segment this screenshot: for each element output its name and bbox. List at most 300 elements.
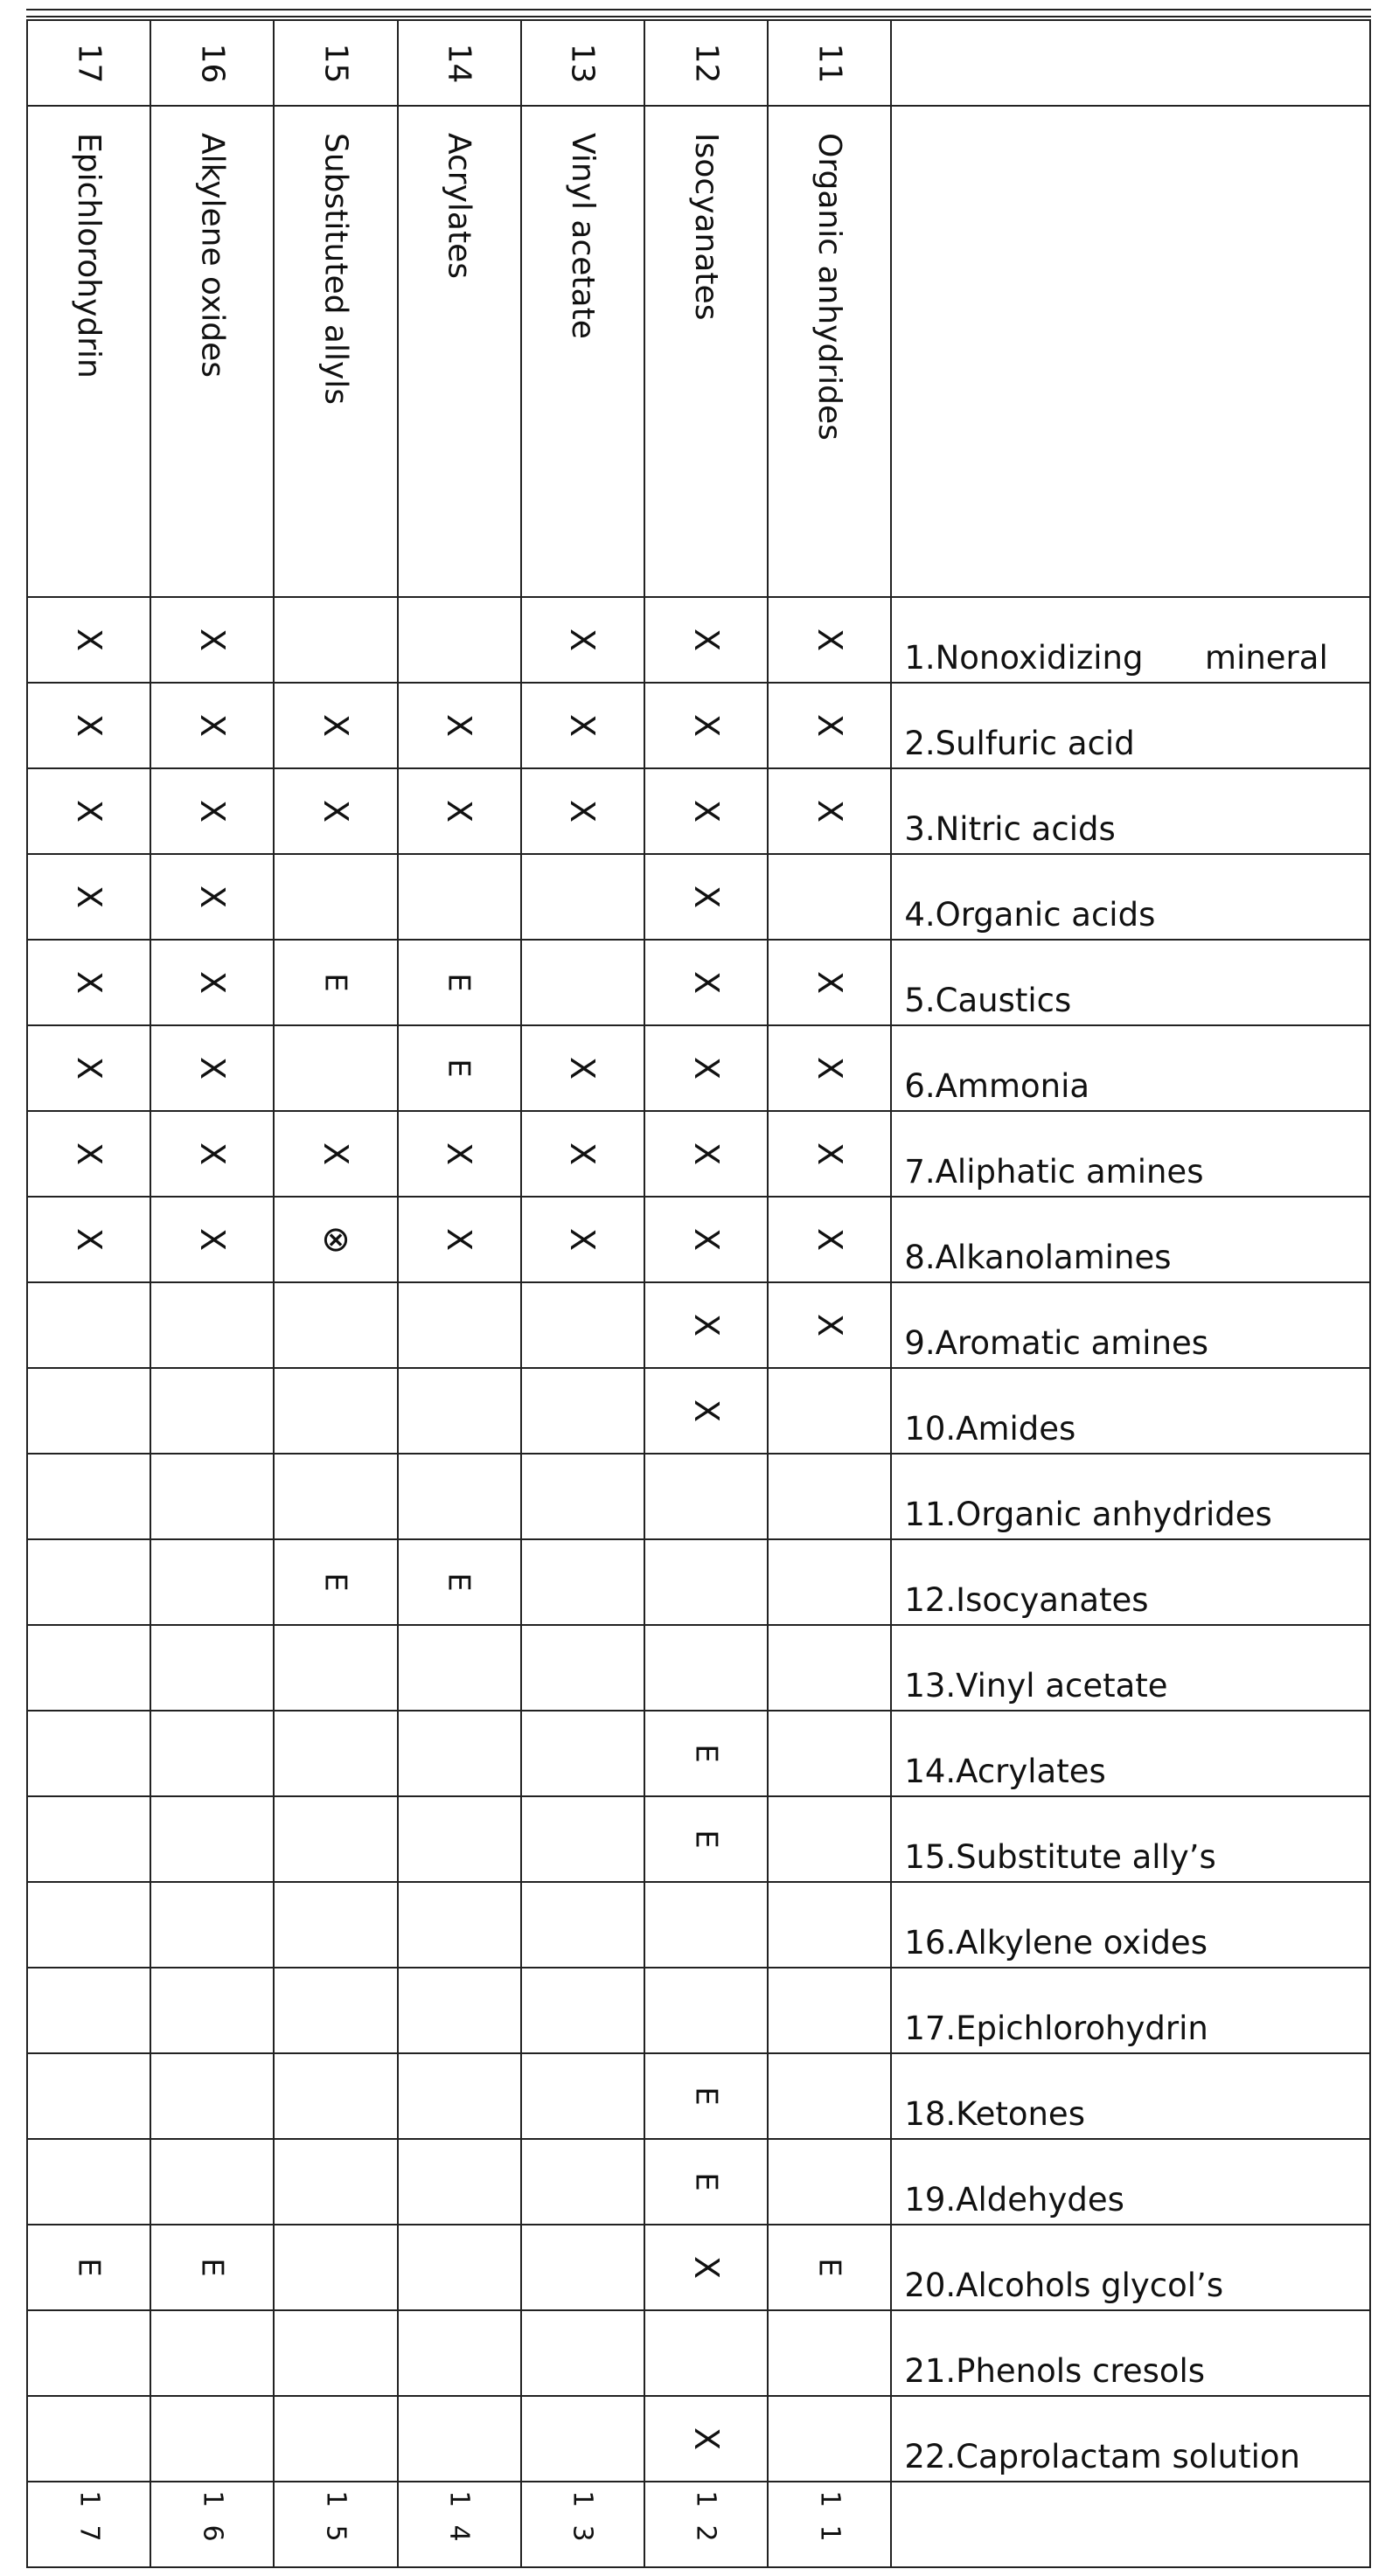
mark-cell xyxy=(768,1711,891,1796)
mark-cell xyxy=(274,1111,397,1197)
table-row xyxy=(27,2396,1370,2482)
mark-cell xyxy=(150,683,274,768)
mark-cell xyxy=(521,940,644,1025)
column-number: 16 xyxy=(194,43,231,83)
mark-cell xyxy=(521,1454,644,1539)
column-name-cell xyxy=(521,106,644,597)
footer-corner-cell xyxy=(891,2482,1370,2567)
circled-x-mark: ⊗ xyxy=(321,1219,351,1260)
exception-mark: E xyxy=(442,1059,477,1078)
column-name: Alkylene oxides xyxy=(194,133,231,378)
row-label-cell xyxy=(891,683,1370,768)
mark-cell xyxy=(150,1625,274,1711)
mark-cell xyxy=(768,1454,891,1539)
mark-cell xyxy=(274,1968,397,2053)
mark-cell xyxy=(644,1882,768,1968)
incompatible-mark: X xyxy=(192,628,232,652)
mark-cell xyxy=(398,1968,521,2053)
mark-cell xyxy=(398,2139,521,2225)
row-label: 6.Ammonia xyxy=(904,1067,1090,1105)
incompatible-mark: X xyxy=(69,970,108,995)
row-label: 22.Caprolactam solution xyxy=(904,2438,1300,2475)
incompatible-mark: X xyxy=(440,1142,479,1166)
table-row xyxy=(27,683,1370,768)
mark-cell xyxy=(274,1282,397,1368)
mark-cell xyxy=(27,1025,150,1111)
incompatible-mark: X xyxy=(563,1227,602,1252)
mark-cell xyxy=(274,2139,397,2225)
mark-cell xyxy=(150,2053,274,2139)
mark-cell xyxy=(27,1282,150,1368)
mark-cell xyxy=(398,2053,521,2139)
mark-cell xyxy=(150,2396,274,2482)
incompatible-mark: X xyxy=(69,1227,108,1252)
mark-cell xyxy=(521,2310,644,2396)
exception-mark: E xyxy=(71,2258,107,2277)
row-label-cell xyxy=(891,1025,1370,1111)
exception-mark: E xyxy=(442,973,477,992)
mark-cell xyxy=(644,940,768,1025)
mark-cell xyxy=(644,1282,768,1368)
mark-cell xyxy=(27,1625,150,1711)
row-label: 8.Alkanolamines xyxy=(904,1239,1172,1276)
mark-cell xyxy=(768,2139,891,2225)
mark-cell xyxy=(768,1796,891,1882)
mark-cell xyxy=(768,2053,891,2139)
incompatible-mark: X xyxy=(192,1227,232,1252)
exception-mark: E xyxy=(317,1573,353,1592)
row-label-cell xyxy=(891,1111,1370,1197)
incompatible-mark: X xyxy=(810,799,849,823)
mark-cell xyxy=(274,854,397,940)
mark-cell xyxy=(27,1711,150,1796)
mark-cell xyxy=(521,1282,644,1368)
column-name: Substituted allyls xyxy=(317,133,354,406)
incompatible-mark: X xyxy=(192,799,232,823)
row-label-cell xyxy=(891,2310,1370,2396)
mark-cell xyxy=(274,1197,397,1282)
mark-cell xyxy=(274,1368,397,1454)
mark-cell xyxy=(398,1882,521,1968)
column-number-cell xyxy=(150,20,274,106)
mark-cell xyxy=(521,1882,644,1968)
footer-number: 15 xyxy=(320,2489,351,2559)
incompatible-mark: X xyxy=(810,1313,849,1337)
mark-cell xyxy=(274,2053,397,2139)
incompatible-mark: X xyxy=(69,1056,108,1080)
column-name-cell xyxy=(274,106,397,597)
incompatible-mark: X xyxy=(686,2427,726,2451)
mark-cell xyxy=(274,2225,397,2310)
mark-cell xyxy=(644,2310,768,2396)
footer-number: 16 xyxy=(197,2489,228,2559)
mark-cell xyxy=(27,940,150,1025)
column-number: 14 xyxy=(441,43,477,83)
compatibility-table xyxy=(26,19,1371,2568)
top-rule xyxy=(26,9,1371,10)
column-number-cell xyxy=(521,20,644,106)
mark-cell xyxy=(274,1882,397,1968)
incompatible-mark: X xyxy=(686,799,726,823)
incompatible-mark: X xyxy=(316,1142,355,1166)
incompatible-mark: X xyxy=(192,1056,232,1080)
mark-cell xyxy=(27,2396,150,2482)
footer-number-cell xyxy=(274,2482,397,2567)
mark-cell xyxy=(274,768,397,854)
mark-cell xyxy=(768,854,891,940)
mark-cell xyxy=(150,1711,274,1796)
column-number-cell xyxy=(644,20,768,106)
mark-cell xyxy=(768,2396,891,2482)
mark-cell xyxy=(768,1625,891,1711)
incompatible-mark: X xyxy=(69,628,108,652)
row-label-cell xyxy=(891,1882,1370,1968)
column-number: 12 xyxy=(688,43,725,83)
table-row xyxy=(27,2139,1370,2225)
incompatible-mark: X xyxy=(686,1056,726,1080)
row-label: 21.Phenols cresols xyxy=(904,2352,1206,2390)
incompatible-mark: X xyxy=(69,799,108,823)
mark-cell xyxy=(644,2053,768,2139)
table-row xyxy=(27,2225,1370,2310)
column-number: 13 xyxy=(564,43,601,83)
incompatible-mark: X xyxy=(316,799,355,823)
mark-cell xyxy=(644,1625,768,1711)
mark-cell xyxy=(521,1197,644,1282)
mark-cell xyxy=(644,1368,768,1454)
mark-cell xyxy=(150,2225,274,2310)
row-label-cell xyxy=(891,597,1370,683)
mark-cell xyxy=(521,1711,644,1796)
incompatible-mark: X xyxy=(440,799,479,823)
mark-cell xyxy=(27,1796,150,1882)
mark-cell xyxy=(27,768,150,854)
mark-cell xyxy=(644,1197,768,1282)
row-label-cell xyxy=(891,940,1370,1025)
row-label: 10.Amides xyxy=(904,1410,1076,1448)
row-label: 17.Epichlorohydrin xyxy=(904,2010,1208,2047)
mark-cell xyxy=(398,2396,521,2482)
mark-cell xyxy=(521,1368,644,1454)
footer-number-cell xyxy=(27,2482,150,2567)
mark-cell xyxy=(274,1454,397,1539)
mark-cell xyxy=(521,597,644,683)
mark-cell xyxy=(644,1711,768,1796)
table-row xyxy=(27,1025,1370,1111)
incompatible-mark: X xyxy=(810,1227,849,1252)
incompatible-mark: X xyxy=(69,885,108,909)
row-label: 13.Vinyl acetate xyxy=(904,1667,1168,1705)
mark-cell xyxy=(27,1882,150,1968)
row-label-cell xyxy=(891,1796,1370,1882)
mark-cell xyxy=(644,768,768,854)
mark-cell xyxy=(398,1454,521,1539)
column-name: Isocyanates xyxy=(688,133,725,321)
row-label: 16.Alkylene oxides xyxy=(904,1924,1208,1962)
incompatible-mark: X xyxy=(563,713,602,738)
row-label: 11.Organic anhydrides xyxy=(904,1496,1272,1533)
incompatible-mark: X xyxy=(686,628,726,652)
incompatible-mark: X xyxy=(563,1142,602,1166)
mark-cell xyxy=(521,854,644,940)
row-label: 9.Aromatic amines xyxy=(904,1324,1209,1362)
row-label: 15.Substitute ally’s xyxy=(904,1838,1216,1876)
mark-cell xyxy=(521,1025,644,1111)
top-rule-2 xyxy=(26,16,1371,17)
mark-cell xyxy=(27,1454,150,1539)
row-label-cell xyxy=(891,1282,1370,1368)
row-label-cell xyxy=(891,1968,1370,2053)
mark-cell xyxy=(398,2225,521,2310)
column-number-cell xyxy=(274,20,397,106)
mark-cell xyxy=(274,1625,397,1711)
column-number: 11 xyxy=(811,43,848,83)
mark-cell xyxy=(521,1625,644,1711)
mark-cell xyxy=(398,1625,521,1711)
mark-cell xyxy=(274,1025,397,1111)
mark-cell xyxy=(398,854,521,940)
table-row xyxy=(27,1539,1370,1625)
incompatible-mark: X xyxy=(563,799,602,823)
mark-cell xyxy=(150,1111,274,1197)
table-row xyxy=(27,940,1370,1025)
incompatible-mark: X xyxy=(810,1056,849,1080)
exception-mark: E xyxy=(688,1830,724,1849)
mark-cell xyxy=(274,940,397,1025)
mark-cell xyxy=(521,2053,644,2139)
mark-cell xyxy=(521,1539,644,1625)
mark-cell xyxy=(398,768,521,854)
mark-cell xyxy=(274,1711,397,1796)
column-name: Acrylates xyxy=(441,133,477,279)
mark-cell xyxy=(27,2225,150,2310)
incompatible-mark: X xyxy=(563,628,602,652)
exception-mark: E xyxy=(688,2172,724,2191)
footer-number: 11 xyxy=(814,2489,846,2559)
row-label: 5.Caustics xyxy=(904,982,1072,1019)
incompatible-mark: X xyxy=(563,1056,602,1080)
mark-cell xyxy=(768,940,891,1025)
mark-cell xyxy=(521,1796,644,1882)
incompatible-mark: X xyxy=(192,1142,232,1166)
mark-cell xyxy=(521,1968,644,2053)
mark-cell xyxy=(768,768,891,854)
row-label: 1.Nonoxidizing mineral xyxy=(904,639,1328,677)
exception-mark: E xyxy=(442,1573,477,1592)
table-row xyxy=(27,1282,1370,1368)
mark-cell xyxy=(644,2139,768,2225)
mark-cell xyxy=(768,683,891,768)
mark-cell xyxy=(768,1111,891,1197)
table-row xyxy=(27,768,1370,854)
row-label: 18.Ketones xyxy=(904,2095,1085,2133)
row-label: 2.Sulfuric acid xyxy=(904,725,1135,762)
mark-cell xyxy=(27,597,150,683)
mark-cell xyxy=(768,1197,891,1282)
row-label-cell xyxy=(891,2396,1370,2482)
row-label-cell xyxy=(891,1539,1370,1625)
column-number: 15 xyxy=(317,43,354,83)
footer-number-cell xyxy=(644,2482,768,2567)
mark-cell xyxy=(644,854,768,940)
incompatible-mark: X xyxy=(316,713,355,738)
row-label-cell xyxy=(891,1625,1370,1711)
footer-number: 14 xyxy=(443,2489,475,2559)
mark-cell xyxy=(768,2225,891,2310)
incompatible-mark: X xyxy=(810,1142,849,1166)
mark-cell xyxy=(521,683,644,768)
table-row xyxy=(27,1454,1370,1539)
incompatible-mark: X xyxy=(686,2255,726,2280)
mark-cell xyxy=(150,1539,274,1625)
mark-cell xyxy=(644,2225,768,2310)
mark-cell xyxy=(27,2053,150,2139)
row-label-cell xyxy=(891,1368,1370,1454)
footer-number-cell xyxy=(768,2482,891,2567)
table-row xyxy=(27,854,1370,940)
table-row xyxy=(27,1796,1370,1882)
column-number: 17 xyxy=(71,43,108,83)
mark-cell xyxy=(398,1368,521,1454)
incompatible-mark: X xyxy=(440,713,479,738)
table-row xyxy=(27,1711,1370,1796)
row-label: 7.Aliphatic amines xyxy=(904,1153,1204,1191)
incompatible-mark: X xyxy=(192,885,232,909)
column-name: Organic anhydrides xyxy=(811,133,848,441)
header-number-row xyxy=(27,20,1370,106)
column-name-cell xyxy=(644,106,768,597)
corner-cell xyxy=(891,20,1370,106)
row-label: 3.Nitric acids xyxy=(904,810,1116,848)
mark-cell xyxy=(150,597,274,683)
incompatible-mark: X xyxy=(810,713,849,738)
mark-cell xyxy=(644,2396,768,2482)
mark-cell xyxy=(274,1539,397,1625)
mark-cell xyxy=(27,1968,150,2053)
mark-cell xyxy=(274,2310,397,2396)
table-row xyxy=(27,597,1370,683)
header-name-row xyxy=(27,106,1370,597)
mark-cell xyxy=(27,1539,150,1625)
incompatible-mark: X xyxy=(686,970,726,995)
mark-cell xyxy=(150,1882,274,1968)
column-name: Epichlorohydrin xyxy=(71,133,108,378)
mark-cell xyxy=(27,2310,150,2396)
mark-cell xyxy=(768,1025,891,1111)
footer-number-cell xyxy=(150,2482,274,2567)
mark-cell xyxy=(150,1968,274,2053)
table-row xyxy=(27,1368,1370,1454)
row-label-cell xyxy=(891,768,1370,854)
corner-cell-2 xyxy=(891,106,1370,597)
row-label-cell xyxy=(891,1197,1370,1282)
row-label-cell xyxy=(891,2225,1370,2310)
column-name: Vinyl acetate xyxy=(564,133,601,339)
mark-cell xyxy=(150,768,274,854)
mark-cell xyxy=(274,683,397,768)
mark-cell xyxy=(768,1539,891,1625)
mark-cell xyxy=(768,1282,891,1368)
mark-cell xyxy=(150,1454,274,1539)
mark-cell xyxy=(150,1796,274,1882)
incompatible-mark: X xyxy=(686,1227,726,1252)
mark-cell xyxy=(27,683,150,768)
mark-cell xyxy=(398,1025,521,1111)
row-label: 12.Isocyanates xyxy=(904,1581,1149,1619)
row-label-cell xyxy=(891,1454,1370,1539)
mark-cell xyxy=(398,1197,521,1282)
mark-cell xyxy=(27,1197,150,1282)
row-label: 19.Aldehydes xyxy=(904,2181,1124,2218)
mark-cell xyxy=(150,1025,274,1111)
row-label: 14.Acrylates xyxy=(904,1753,1106,1790)
column-number-cell xyxy=(768,20,891,106)
table-row xyxy=(27,1625,1370,1711)
mark-cell xyxy=(150,1282,274,1368)
mark-cell xyxy=(27,2139,150,2225)
mark-cell xyxy=(150,1368,274,1454)
column-name-cell xyxy=(150,106,274,597)
exception-mark: E xyxy=(194,2258,230,2277)
mark-cell xyxy=(644,683,768,768)
mark-cell xyxy=(150,2310,274,2396)
mark-cell xyxy=(644,1968,768,2053)
mark-cell xyxy=(644,1539,768,1625)
mark-cell xyxy=(644,597,768,683)
exception-mark: E xyxy=(317,973,353,992)
row-label-cell xyxy=(891,2053,1370,2139)
mark-cell xyxy=(644,1111,768,1197)
incompatible-mark: X xyxy=(69,1142,108,1166)
mark-cell xyxy=(521,2396,644,2482)
incompatible-mark: X xyxy=(686,1142,726,1166)
mark-cell xyxy=(150,2139,274,2225)
mark-cell xyxy=(398,940,521,1025)
column-name-cell xyxy=(27,106,150,597)
table-row xyxy=(27,1197,1370,1282)
mark-cell xyxy=(521,768,644,854)
mark-cell xyxy=(150,940,274,1025)
mark-cell xyxy=(521,1111,644,1197)
mark-cell xyxy=(644,1025,768,1111)
row-label-cell xyxy=(891,2139,1370,2225)
mark-cell xyxy=(644,1796,768,1882)
row-label-cell xyxy=(891,1711,1370,1796)
mark-cell xyxy=(521,2139,644,2225)
table-row xyxy=(27,2053,1370,2139)
incompatible-mark: X xyxy=(440,1227,479,1252)
footer-number: 12 xyxy=(691,2489,722,2559)
mark-cell xyxy=(398,683,521,768)
mark-cell xyxy=(150,854,274,940)
mark-cell xyxy=(768,1968,891,2053)
exception-mark: E xyxy=(688,1744,724,1763)
mark-cell xyxy=(398,1796,521,1882)
exception-mark: E xyxy=(811,2258,847,2277)
table-row xyxy=(27,1882,1370,1968)
incompatible-mark: X xyxy=(810,628,849,652)
incompatible-mark: X xyxy=(69,713,108,738)
footer-number-row xyxy=(27,2482,1370,2567)
incompatible-mark: X xyxy=(192,970,232,995)
mark-cell xyxy=(274,597,397,683)
row-label: 20.Alcohols glycol’s xyxy=(904,2267,1224,2304)
row-label: 4.Organic acids xyxy=(904,896,1156,934)
mark-cell xyxy=(768,1882,891,1968)
footer-number-cell xyxy=(398,2482,521,2567)
mark-cell xyxy=(398,597,521,683)
footer-number-cell xyxy=(521,2482,644,2567)
